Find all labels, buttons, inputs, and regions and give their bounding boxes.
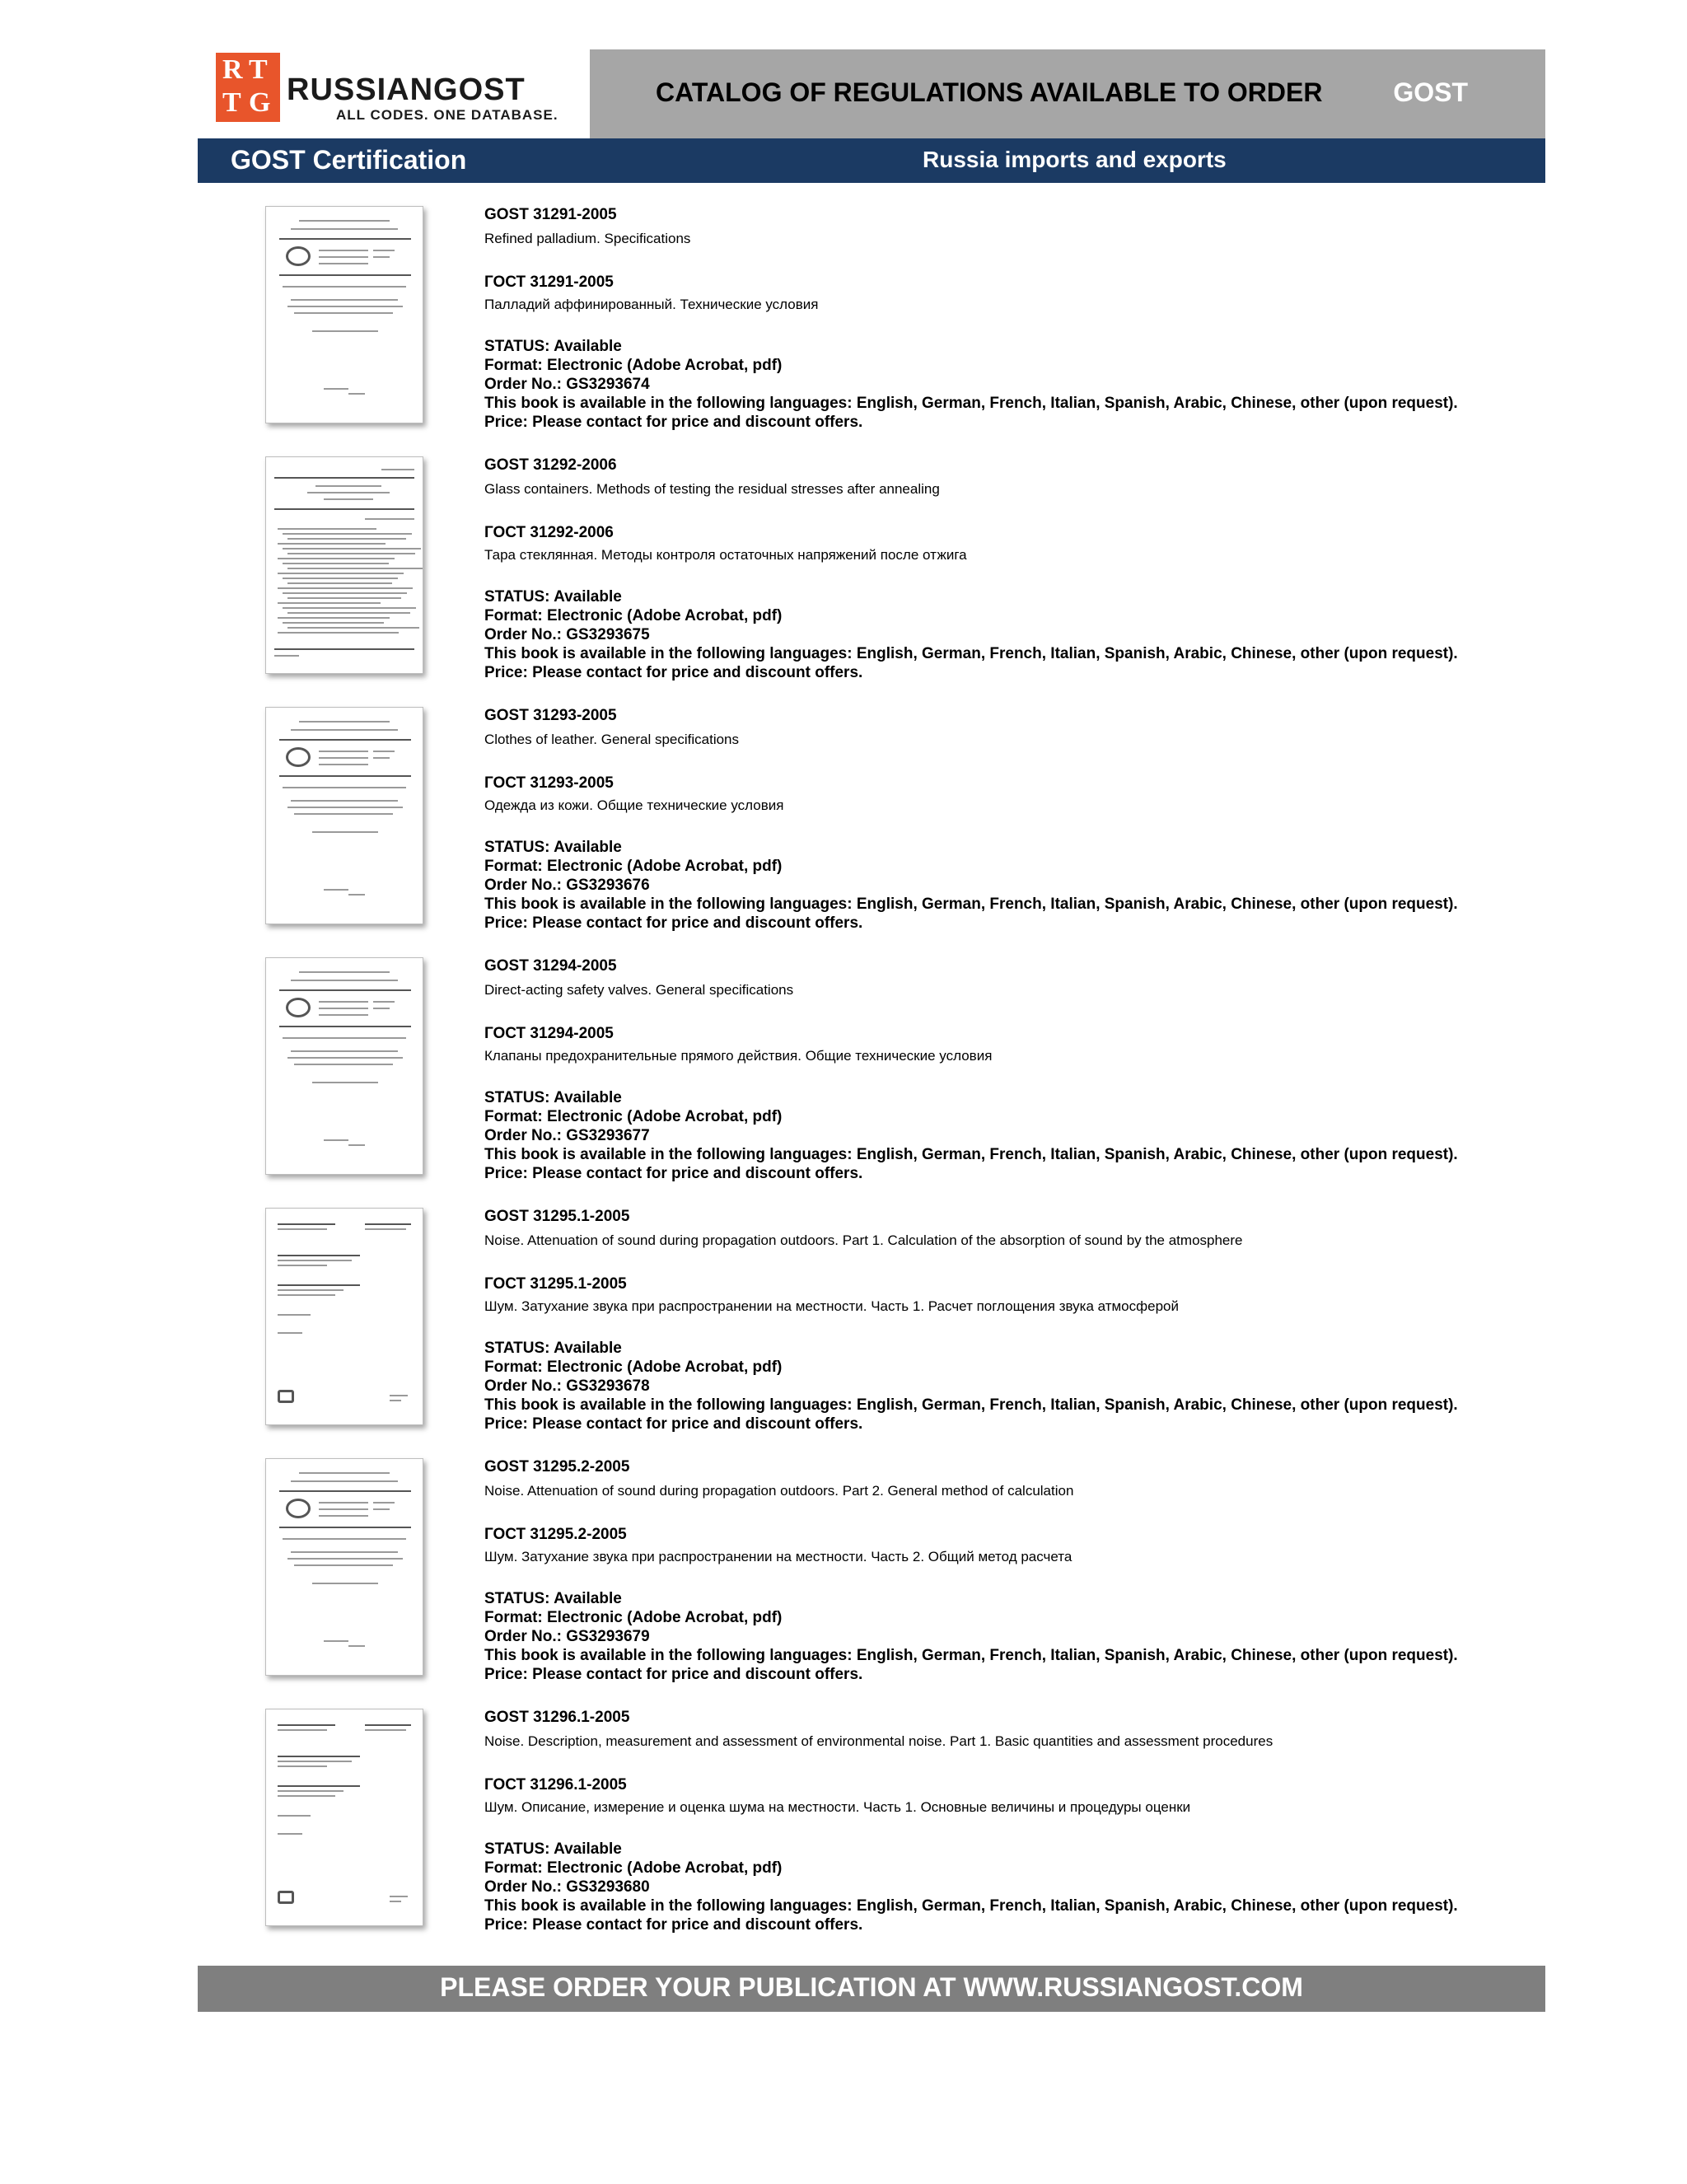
cover-text-line (373, 1508, 390, 1510)
gost-title-en: Glass containers. Methods of testing the residual stresses after annealing (484, 481, 940, 497)
rtg-logo-icon (216, 53, 280, 122)
cover-text-line (348, 894, 365, 896)
status-text: STATUS: Available (484, 338, 622, 355)
cover-text-line (278, 1265, 327, 1266)
logo-tagline: ALL CODES. ONE DATABASE. (336, 107, 558, 123)
format-text: Format: Electronic (Adobe Acrobat, pdf) (484, 1359, 783, 1376)
cover-text-line (283, 533, 412, 535)
cover-text-line (365, 518, 414, 520)
cover-text-line (278, 1223, 335, 1225)
cover-text-line (283, 578, 398, 579)
cover-text-line (278, 1314, 311, 1316)
price-text: Price: Please contact for price and discount offers. (484, 1415, 863, 1433)
cover-text-line (390, 1400, 401, 1401)
cover-text-line (278, 1255, 360, 1256)
cover-text-line (278, 1228, 327, 1230)
order-link[interactable]: PLEASE ORDER YOUR PUBLICATION AT WWW.RUSSIANGOST.COM (440, 1972, 1303, 2002)
document-cover-thumbnail[interactable] (265, 1458, 423, 1676)
cover-text-line (279, 1490, 411, 1492)
gost-code-ru: ГОСТ 31294-2005 (484, 1025, 614, 1042)
document-cover-thumbnail[interactable] (265, 456, 423, 674)
logo-mark-letter: T (249, 54, 268, 85)
cover-text-line (390, 1896, 408, 1897)
cover-text-line (278, 1815, 311, 1817)
order-number: Order No.: GS3293676 (484, 877, 650, 894)
gost-code-ru: ГОСТ 31296.1-2005 (484, 1776, 627, 1793)
languages-text: This book is available in the following languages: English, German, French, Italian, Spanish, Arabic, Chinese, other (upon request). (484, 896, 1458, 913)
regulation-entry (198, 198, 1545, 437)
price-text: Price: Please contact for price and discount offers. (484, 664, 863, 681)
cover-text-line (365, 1223, 411, 1225)
cover-text-line (278, 528, 376, 530)
status-text: STATUS: Available (484, 1590, 622, 1607)
regulation-entry (198, 949, 1545, 1188)
cover-text-line (278, 1795, 335, 1797)
status-text: STATUS: Available (484, 1089, 622, 1106)
catalog-title-bar (590, 49, 1545, 138)
cover-text-line (324, 498, 373, 500)
cover-text-line (287, 538, 406, 540)
cover-text-line (319, 764, 368, 765)
cover-text-line (287, 1558, 403, 1560)
order-number: Order No.: GS3293675 (484, 626, 650, 643)
cover-text-line (283, 592, 407, 594)
cover-text-line (274, 508, 414, 510)
format-text: Format: Electronic (Adobe Acrobat, pdf) (484, 1859, 783, 1877)
cover-text-line (287, 597, 401, 599)
cover-text-line (319, 256, 368, 258)
cover-text-line (279, 274, 411, 276)
cover-text-line (319, 757, 368, 759)
cover-text-line (291, 299, 398, 301)
cover-text-line (287, 568, 423, 569)
gost-title-ru: Клапаны предохранительные прямого действия. Общие технические условия (484, 1048, 993, 1064)
gost-code: GOST 31295.1-2005 (484, 1208, 630, 1225)
cover-text-line (278, 1756, 360, 1757)
gost-code: GOST 31291-2005 (484, 206, 617, 223)
format-text: Format: Electronic (Adobe Acrobat, pdf) (484, 607, 783, 624)
price-text: Price: Please contact for price and discount offers. (484, 1165, 863, 1182)
cover-text-line (373, 1001, 395, 1003)
cover-text-line (373, 757, 390, 759)
languages-text: This book is available in the following languages: English, German, French, Italian, Spanish, Arabic, Chinese, other (upon request). (484, 645, 1458, 662)
cover-text-line (319, 1515, 368, 1517)
cover-text-line (294, 1064, 393, 1065)
cover-text-line (287, 612, 410, 614)
format-text: Format: Electronic (Adobe Acrobat, pdf) (484, 1108, 783, 1125)
cover-text-line (294, 813, 393, 815)
document-cover-thumbnail[interactable] (265, 707, 423, 924)
cover-text-line (365, 1724, 411, 1726)
cover-text-line (291, 729, 398, 731)
cover-text-line (291, 980, 398, 981)
cover-text-line (283, 548, 421, 550)
cover-text-line (319, 263, 368, 264)
logo-mark-letter: T (222, 87, 241, 118)
cover-text-line (373, 751, 395, 752)
cover-text-line (299, 721, 390, 723)
gost-title-en: Noise. Description, measurement and assessment of environmental noise. Part 1. Basic quantities and assessment procedures (484, 1733, 1273, 1749)
document-cover-thumbnail[interactable] (265, 1208, 423, 1425)
cover-text-line (348, 1645, 365, 1647)
cover-text-line (279, 739, 411, 741)
regulation-entry (198, 448, 1545, 687)
cover-text-line (324, 388, 348, 390)
format-text: Format: Electronic (Adobe Acrobat, pdf) (484, 858, 783, 875)
cover-text-line (319, 1014, 368, 1016)
cover-text-line (287, 807, 403, 808)
status-text: STATUS: Available (484, 1340, 622, 1357)
order-number: Order No.: GS3293674 (484, 376, 650, 393)
gost-code: GOST 31292-2006 (484, 456, 617, 474)
cover-text-line (274, 655, 299, 657)
cover-text-line (307, 492, 390, 493)
cover-text-line (312, 831, 378, 833)
regulation-entry (198, 1200, 1545, 1438)
cover-text-line (312, 1082, 378, 1083)
languages-text: This book is available in the following languages: English, German, French, Italian, Spanish, Arabic, Chinese, other (upon request). (484, 1396, 1458, 1414)
gost-emblem-icon (286, 1499, 311, 1518)
gost-title-ru: Шум. Описание, измерение и оценка шума на местности. Часть 1. Основные величины и процедуры оценки (484, 1799, 1191, 1815)
cover-text-line (278, 1294, 335, 1296)
cover-text-line (279, 775, 411, 777)
languages-text: This book is available in the following languages: English, German, French, Italian, Spanish, Arabic, Chinese, other (upon request). (484, 1647, 1458, 1664)
band-left-title: GOST Certification (231, 145, 467, 175)
gost-title-en: Clothes of leather. General specifications (484, 732, 740, 747)
catalog-title: CATALOG OF REGULATIONS AVAILABLE TO ORDER (656, 77, 1323, 107)
cover-text-line (274, 477, 414, 479)
languages-text: This book is available in the following languages: English, German, French, Italian, Spanish, Arabic, Chinese, other (upon request). (484, 1897, 1458, 1915)
cover-text-line (278, 1729, 327, 1731)
price-text: Price: Please contact for price and discount offers. (484, 914, 863, 932)
gost-code-ru: ГОСТ 31292-2006 (484, 524, 614, 541)
price-text: Price: Please contact for price and discount offers. (484, 1666, 863, 1683)
cover-text-line (390, 1395, 408, 1396)
cover-text-line (319, 1508, 368, 1510)
cover-text-line (291, 228, 398, 230)
languages-text: This book is available in the following languages: English, German, French, Italian, Spanish, Arabic, Chinese, other (upon request). (484, 395, 1458, 412)
logo-name: RUSSIANGOST (287, 72, 526, 107)
regulation-entry (198, 699, 1545, 938)
cover-text-line (283, 1037, 406, 1039)
cover-text-line (299, 1472, 390, 1474)
cover-text-line (312, 1583, 378, 1584)
document-cover-thumbnail[interactable] (265, 1709, 423, 1926)
cover-text-line (294, 312, 393, 314)
order-number: Order No.: GS3293680 (484, 1878, 650, 1896)
gost-emblem-icon (286, 246, 311, 266)
band-right-title: Russia imports and exports (923, 147, 1227, 172)
cover-text-line (283, 787, 406, 788)
cover-text-line (278, 1785, 360, 1787)
standard-mark-icon (278, 1390, 294, 1403)
cover-text-line (283, 286, 406, 288)
cover-text-line (278, 617, 390, 619)
cover-text-line (278, 1761, 352, 1762)
cover-text-line (278, 1833, 302, 1835)
page-header (198, 49, 1545, 138)
cover-text-line (279, 989, 411, 991)
cover-text-line (279, 1026, 411, 1027)
cover-text-line (365, 1228, 406, 1230)
gost-title-en: Refined palladium. Specifications (484, 231, 691, 246)
cover-text-line (324, 1139, 348, 1141)
cover-text-line (283, 1538, 406, 1540)
cover-text-line (278, 1790, 343, 1792)
cover-text-line (319, 1001, 368, 1003)
gost-code: GOST 31296.1-2005 (484, 1709, 630, 1726)
cover-text-line (278, 558, 395, 559)
cover-text-line (373, 1008, 390, 1009)
format-text: Format: Electronic (Adobe Acrobat, pdf) (484, 1609, 783, 1626)
order-footer[interactable] (198, 1966, 1545, 2012)
cover-text-line (278, 543, 386, 545)
gost-code-ru: ГОСТ 31291-2005 (484, 274, 614, 291)
gost-title-en: Noise. Attenuation of sound during propagation outdoors. Part 1. Calculation of the absorption of sound by the atmosphere (484, 1232, 1243, 1248)
cover-text-line (287, 306, 403, 307)
cover-text-line (319, 751, 368, 752)
gost-title-ru: Тара стеклянная. Методы контроля остаточных напряжений после отжига (484, 547, 967, 563)
gost-title-ru: Шум. Затухание звука при распространении на местности. Часть 1. Расчет поглощения звука атмосферой (484, 1298, 1179, 1314)
gost-code-ru: ГОСТ 31293-2005 (484, 774, 614, 792)
cover-text-line (381, 469, 414, 470)
price-text: Price: Please contact for price and discount offers. (484, 1916, 863, 1934)
cover-text-line (373, 256, 390, 258)
standard-mark-icon (278, 1891, 294, 1904)
gost-label: GOST (1393, 77, 1468, 107)
russiangost-logo[interactable] (198, 49, 590, 138)
gost-title-en: Direct-acting safety valves. General specifications (484, 982, 794, 998)
cover-text-line (283, 607, 416, 609)
gost-code: GOST 31293-2005 (484, 707, 617, 724)
cover-text-line (324, 1640, 348, 1642)
cover-text-line (315, 485, 381, 487)
order-number: Order No.: GS3293677 (484, 1127, 650, 1144)
cover-text-line (278, 1289, 343, 1291)
cover-text-line (278, 1724, 335, 1726)
cover-text-line (279, 1527, 411, 1528)
cover-text-line (278, 1284, 360, 1286)
document-cover-thumbnail[interactable] (265, 206, 423, 423)
cover-text-line (283, 622, 384, 624)
document-cover-thumbnail[interactable] (265, 957, 423, 1175)
cover-text-line (279, 238, 411, 240)
status-text: STATUS: Available (484, 588, 622, 606)
cover-text-line (291, 1480, 398, 1482)
order-number: Order No.: GS3293679 (484, 1628, 650, 1645)
gost-emblem-icon (286, 998, 311, 1017)
header-band (198, 138, 1545, 183)
cover-text-line (278, 1260, 352, 1261)
gost-code: GOST 31294-2005 (484, 957, 617, 975)
cover-text-line (278, 587, 413, 589)
cover-text-line (287, 627, 419, 629)
regulation-entry (198, 1450, 1545, 1689)
cover-text-line (278, 1765, 327, 1767)
cover-text-line (274, 648, 414, 650)
cover-text-line (299, 971, 390, 973)
gost-title-en: Noise. Attenuation of sound during propagation outdoors. Part 2. General method of calculation (484, 1483, 1074, 1499)
gost-title-ru: Палладий аффинированный. Технические условия (484, 297, 819, 312)
cover-text-line (278, 602, 381, 604)
status-text: STATUS: Available (484, 839, 622, 856)
cover-text-line (294, 1564, 393, 1566)
gost-code-ru: ГОСТ 31295.2-2005 (484, 1526, 627, 1543)
logo-mark-letter: G (249, 87, 271, 118)
cover-text-line (348, 1144, 365, 1146)
cover-text-line (319, 250, 368, 251)
cover-text-line (348, 393, 365, 395)
cover-text-line (287, 553, 415, 554)
gost-code-ru: ГОСТ 31295.1-2005 (484, 1275, 627, 1293)
cover-text-line (390, 1901, 401, 1902)
cover-text-line (324, 889, 348, 891)
cover-text-line (278, 1332, 302, 1334)
gost-title-ru: Шум. Затухание звука при распространении на местности. Часть 2. Общий метод расчета (484, 1549, 1072, 1564)
cover-text-line (278, 632, 399, 634)
regulation-entry (198, 1700, 1545, 1939)
price-text: Price: Please contact for price and discount offers. (484, 414, 863, 431)
cover-text-line (291, 800, 398, 802)
cover-text-line (319, 1502, 368, 1504)
languages-text: This book is available in the following languages: English, German, French, Italian, Spanish, Arabic, Chinese, other (upon request). (484, 1146, 1458, 1163)
cover-text-line (373, 250, 395, 251)
order-number: Order No.: GS3293678 (484, 1377, 650, 1395)
gost-emblem-icon (286, 747, 311, 767)
cover-text-line (365, 1729, 406, 1731)
cover-text-line (312, 330, 378, 332)
cover-text-line (299, 220, 390, 222)
format-text: Format: Electronic (Adobe Acrobat, pdf) (484, 357, 783, 374)
cover-text-line (283, 563, 389, 564)
cover-text-line (291, 1050, 398, 1052)
logo-mark-letter: R (222, 54, 243, 85)
cover-text-line (278, 573, 404, 574)
gost-code: GOST 31295.2-2005 (484, 1458, 630, 1475)
cover-text-line (373, 1502, 395, 1504)
status-text: STATUS: Available (484, 1840, 622, 1858)
gost-title-ru: Одежда из кожи. Общие технические условия (484, 797, 784, 813)
cover-text-line (287, 1057, 403, 1059)
cover-text-line (319, 1008, 368, 1009)
cover-text-line (287, 582, 392, 584)
cover-text-line (291, 1551, 398, 1553)
